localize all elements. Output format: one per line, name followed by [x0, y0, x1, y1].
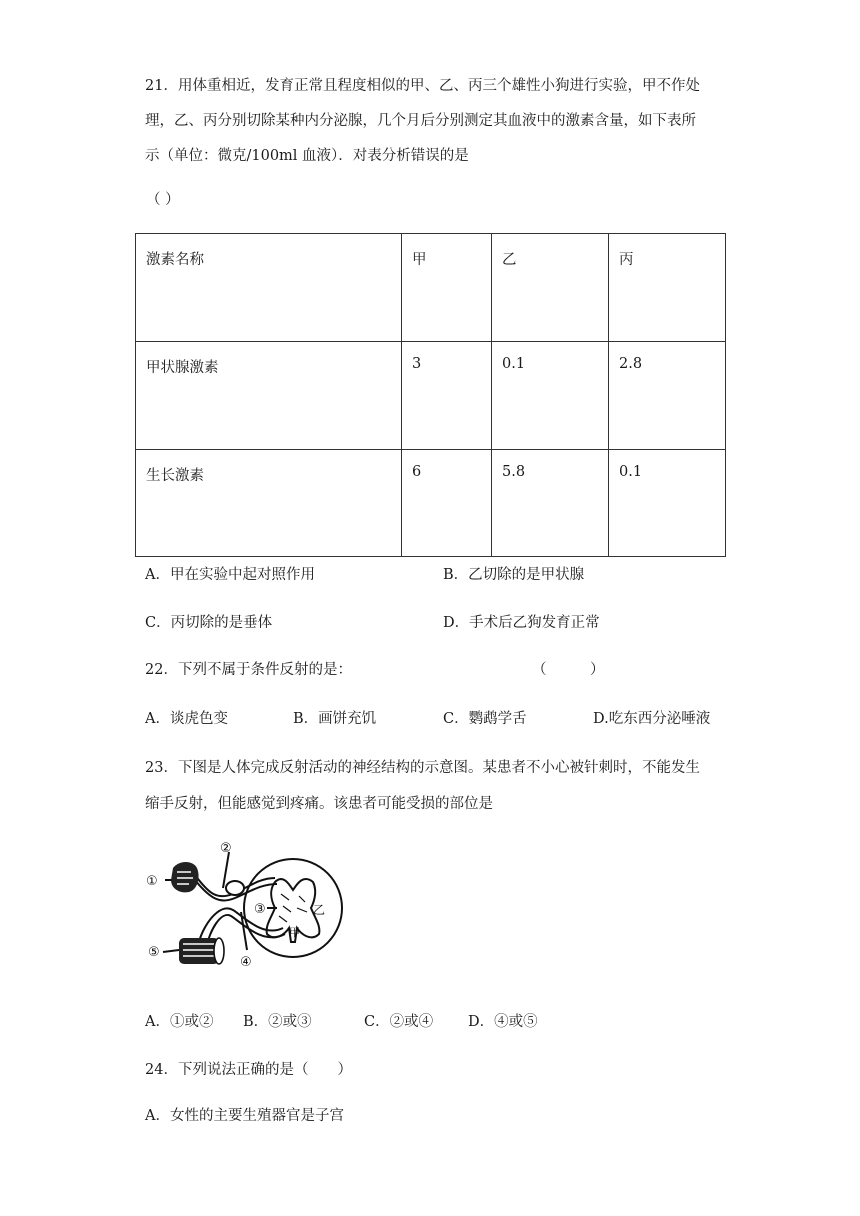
table-cell: 甲状腺激素 [136, 342, 402, 450]
label-jia: 甲 [289, 926, 300, 939]
label-2: ② [220, 841, 232, 856]
label-4: ④ [240, 955, 252, 970]
table-cell: 0.1 [609, 450, 726, 557]
q21-option-b: B．乙切除的是甲状腺 [443, 567, 585, 583]
table-header-cell: 激素名称 [136, 234, 402, 342]
q23-option-a: A．①或② [145, 1014, 214, 1030]
q22-stem: 22．下列不属于条件反射的是： [145, 662, 352, 678]
q22-option-d: D.吃东西分泌唾液 [593, 711, 711, 727]
q22-option-a: A．谈虎色变 [145, 711, 228, 727]
label-yi: 乙 [313, 903, 326, 917]
table-header-cell: 丙 [609, 234, 726, 342]
q22-option-c: C．鹦鹉学舌 [443, 711, 527, 727]
table-cell: 0.1 [492, 342, 609, 450]
table-cell: 3 [402, 342, 492, 450]
table-header-cell: 甲 [402, 234, 492, 342]
table-row [136, 450, 726, 557]
q23-option-d: D．④或⑤ [468, 1014, 538, 1030]
receptor-blob [171, 862, 199, 892]
q23-option-b: B．②或③ [243, 1014, 312, 1030]
q21-stem-line1: 21．用体重相近，发育正常且程度相似的甲、乙、丙三个雄性小狗进行实验，甲不作处 [145, 78, 700, 94]
q23-option-c: C．②或④ [364, 1014, 434, 1030]
label-5: ⑤ [148, 945, 160, 960]
table-cell: 2.8 [609, 342, 726, 450]
reflex-arc-diagram [143, 838, 358, 980]
q21-answer-paren: （ ） [146, 192, 180, 208]
q23-stem-line2: 缩手反射，但能感觉到疼痛。该患者可能受损的部位是 [145, 796, 493, 812]
label-1: ① [146, 874, 158, 889]
q23-stem-line1: 23．下图是人体完成反射活动的神经结构的示意图。某患者不小心被针刺时，不能发生 [145, 760, 700, 776]
gray-matter-texture [279, 894, 307, 922]
table-cell: 生长激素 [136, 450, 402, 557]
ganglion [226, 881, 244, 895]
table-header-cell: 乙 [492, 234, 609, 342]
q21-stem-line3: 示（单位：微克/100ml 血液）．对表分析错误的是 [145, 148, 469, 164]
q24-option-a: A．女性的主要生殖器官是子宫 [145, 1108, 344, 1124]
effector-muscle [179, 938, 224, 964]
table-header-row [136, 234, 726, 342]
q22-option-b: B．画饼充饥 [293, 711, 377, 727]
table-cell: 6 [402, 450, 492, 557]
table-row [136, 342, 726, 450]
q24-stem: 24．下列说法正确的是（ ） [145, 1062, 352, 1078]
q21-option-c: C．丙切除的是垂体 [145, 615, 273, 631]
hormone-table [135, 233, 726, 557]
q21-option-a: A．甲在实验中起对照作用 [145, 567, 315, 583]
reflex-arc-figure [143, 838, 358, 984]
q21-stem-line2: 理，乙、丙分别切除某种内分泌腺，几个月后分别测定其血液中的激素含量，如下表所 [145, 113, 696, 129]
table-cell: 5.8 [492, 450, 609, 557]
label-3: ③ [254, 902, 266, 917]
q22-answer-paren: （ ） [532, 662, 605, 678]
leader-5 [163, 950, 179, 952]
q21-option-d: D．手术后乙狗发育正常 [443, 615, 600, 631]
